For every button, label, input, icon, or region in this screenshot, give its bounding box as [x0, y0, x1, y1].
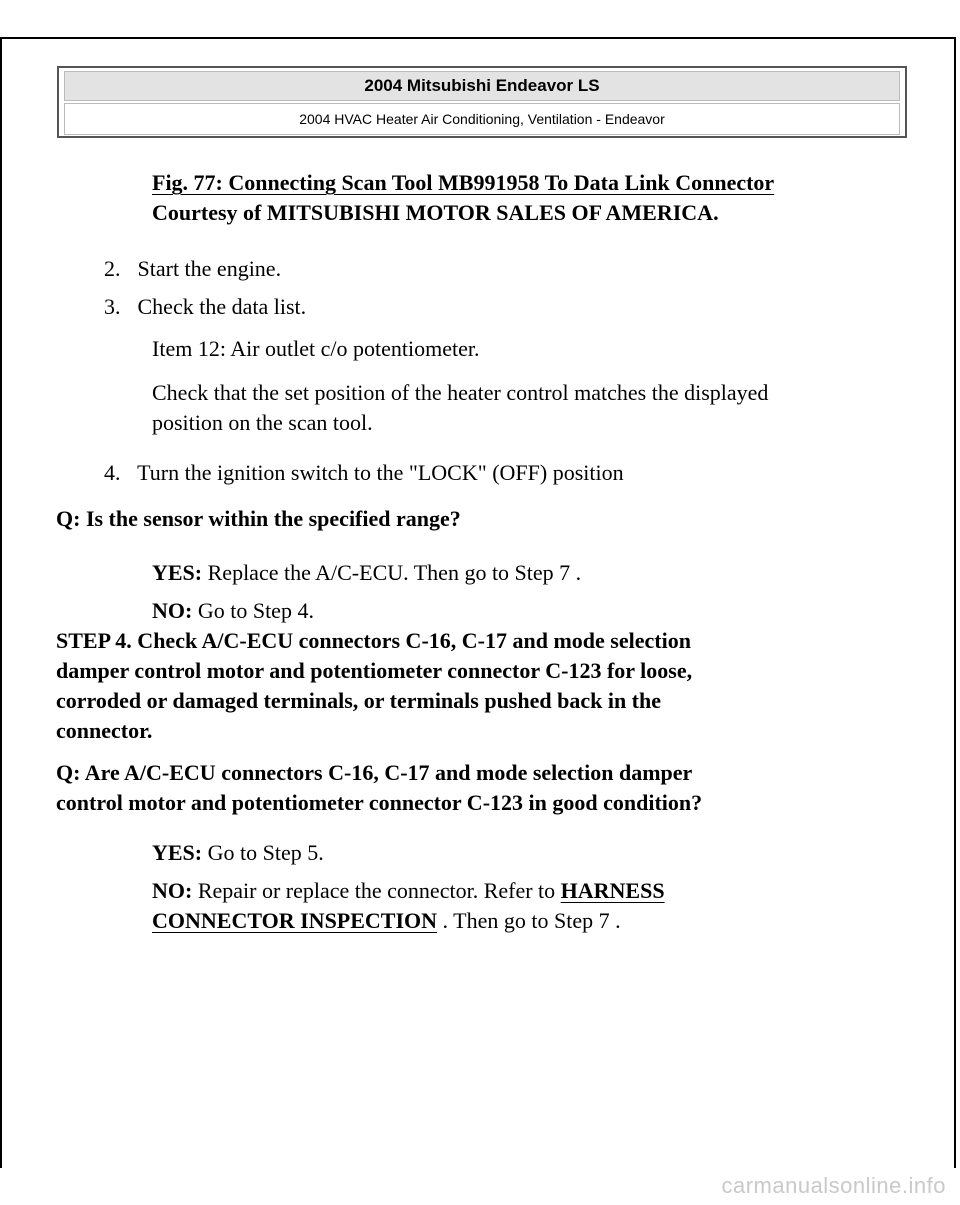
step-3 — [104, 292, 884, 322]
yes-text: Go to Step 5. — [207, 840, 324, 865]
heading-line: connector. — [56, 718, 153, 743]
step-4-heading — [56, 626, 896, 746]
heading-line: damper control motor and potentiometer connector C-123 for loose, — [56, 658, 693, 683]
answer-no-1 — [152, 596, 892, 626]
check-note — [152, 378, 892, 438]
header-subtitle: 2004 HVAC Heater Air Conditioning, Ventilation - Endeavor — [64, 103, 900, 135]
answer-yes-1 — [152, 558, 892, 588]
check-note-line: Check that the set position of the heater control matches the displayed — [152, 380, 769, 405]
figure-courtesy: Courtesy of MITSUBISHI MOTOR SALES OF AMERICA. — [152, 200, 719, 225]
check-note-line: position on the scan tool. — [152, 410, 373, 435]
question-line: control motor and potentiometer connector C-123 in good condition? — [56, 790, 703, 815]
page-border-top — [0, 37, 956, 39]
item-note: Item 12: Air outlet c/o potentiometer. — [152, 336, 480, 361]
yes-label: YES: — [152, 840, 203, 865]
step-text: Check the data list. — [137, 294, 307, 319]
question-2 — [56, 758, 896, 818]
step-2 — [104, 254, 884, 284]
step-text: Turn the ignition switch to the "LOCK" (OFF) position — [137, 460, 624, 485]
figure-caption — [152, 168, 892, 228]
page-border-left — [0, 38, 2, 1168]
yes-label: YES: — [152, 560, 203, 585]
harness-link-part1[interactable]: HARNESS — [560, 878, 665, 903]
answer-yes-2 — [152, 838, 892, 868]
step-number: 2. — [104, 256, 121, 281]
page-header — [57, 66, 907, 138]
step-4 — [104, 458, 884, 488]
answer-no-2 — [152, 876, 892, 936]
header-title: 2004 Mitsubishi Endeavor LS — [64, 71, 900, 101]
heading-line: STEP 4. Check A/C-ECU connectors C-16, C-17 and mode selection — [56, 628, 691, 653]
figure-caption-link[interactable]: Fig. 77: Connecting Scan Tool MB991958 To Data Link Connector — [152, 170, 775, 195]
no-text: Repair or replace the connector. Refer to — [197, 878, 556, 903]
question-line: Q: Are A/C-ECU connectors C-16, C-17 and mode selection damper — [56, 760, 693, 785]
harness-link-part2[interactable]: CONNECTOR INSPECTION — [152, 908, 438, 933]
step-text: Start the engine. — [137, 256, 282, 281]
step-number: 3. — [104, 294, 121, 319]
no-label: NO: — [152, 878, 193, 903]
page-border-right — [954, 38, 956, 1168]
heading-line: corroded or damaged terminals, or terminals pushed back in the — [56, 688, 662, 713]
no-label: NO: — [152, 598, 193, 623]
no-tail-text: . Then go to Step 7 . — [442, 908, 621, 933]
question-1: Q: Is the sensor within the specified range? — [56, 506, 461, 531]
yes-text: Replace the A/C-ECU. Then go to Step 7 . — [207, 560, 582, 585]
watermark: carmanualsonline.info — [721, 1173, 946, 1198]
no-text: Go to Step 4. — [197, 598, 314, 623]
step-number: 4. — [104, 460, 121, 485]
